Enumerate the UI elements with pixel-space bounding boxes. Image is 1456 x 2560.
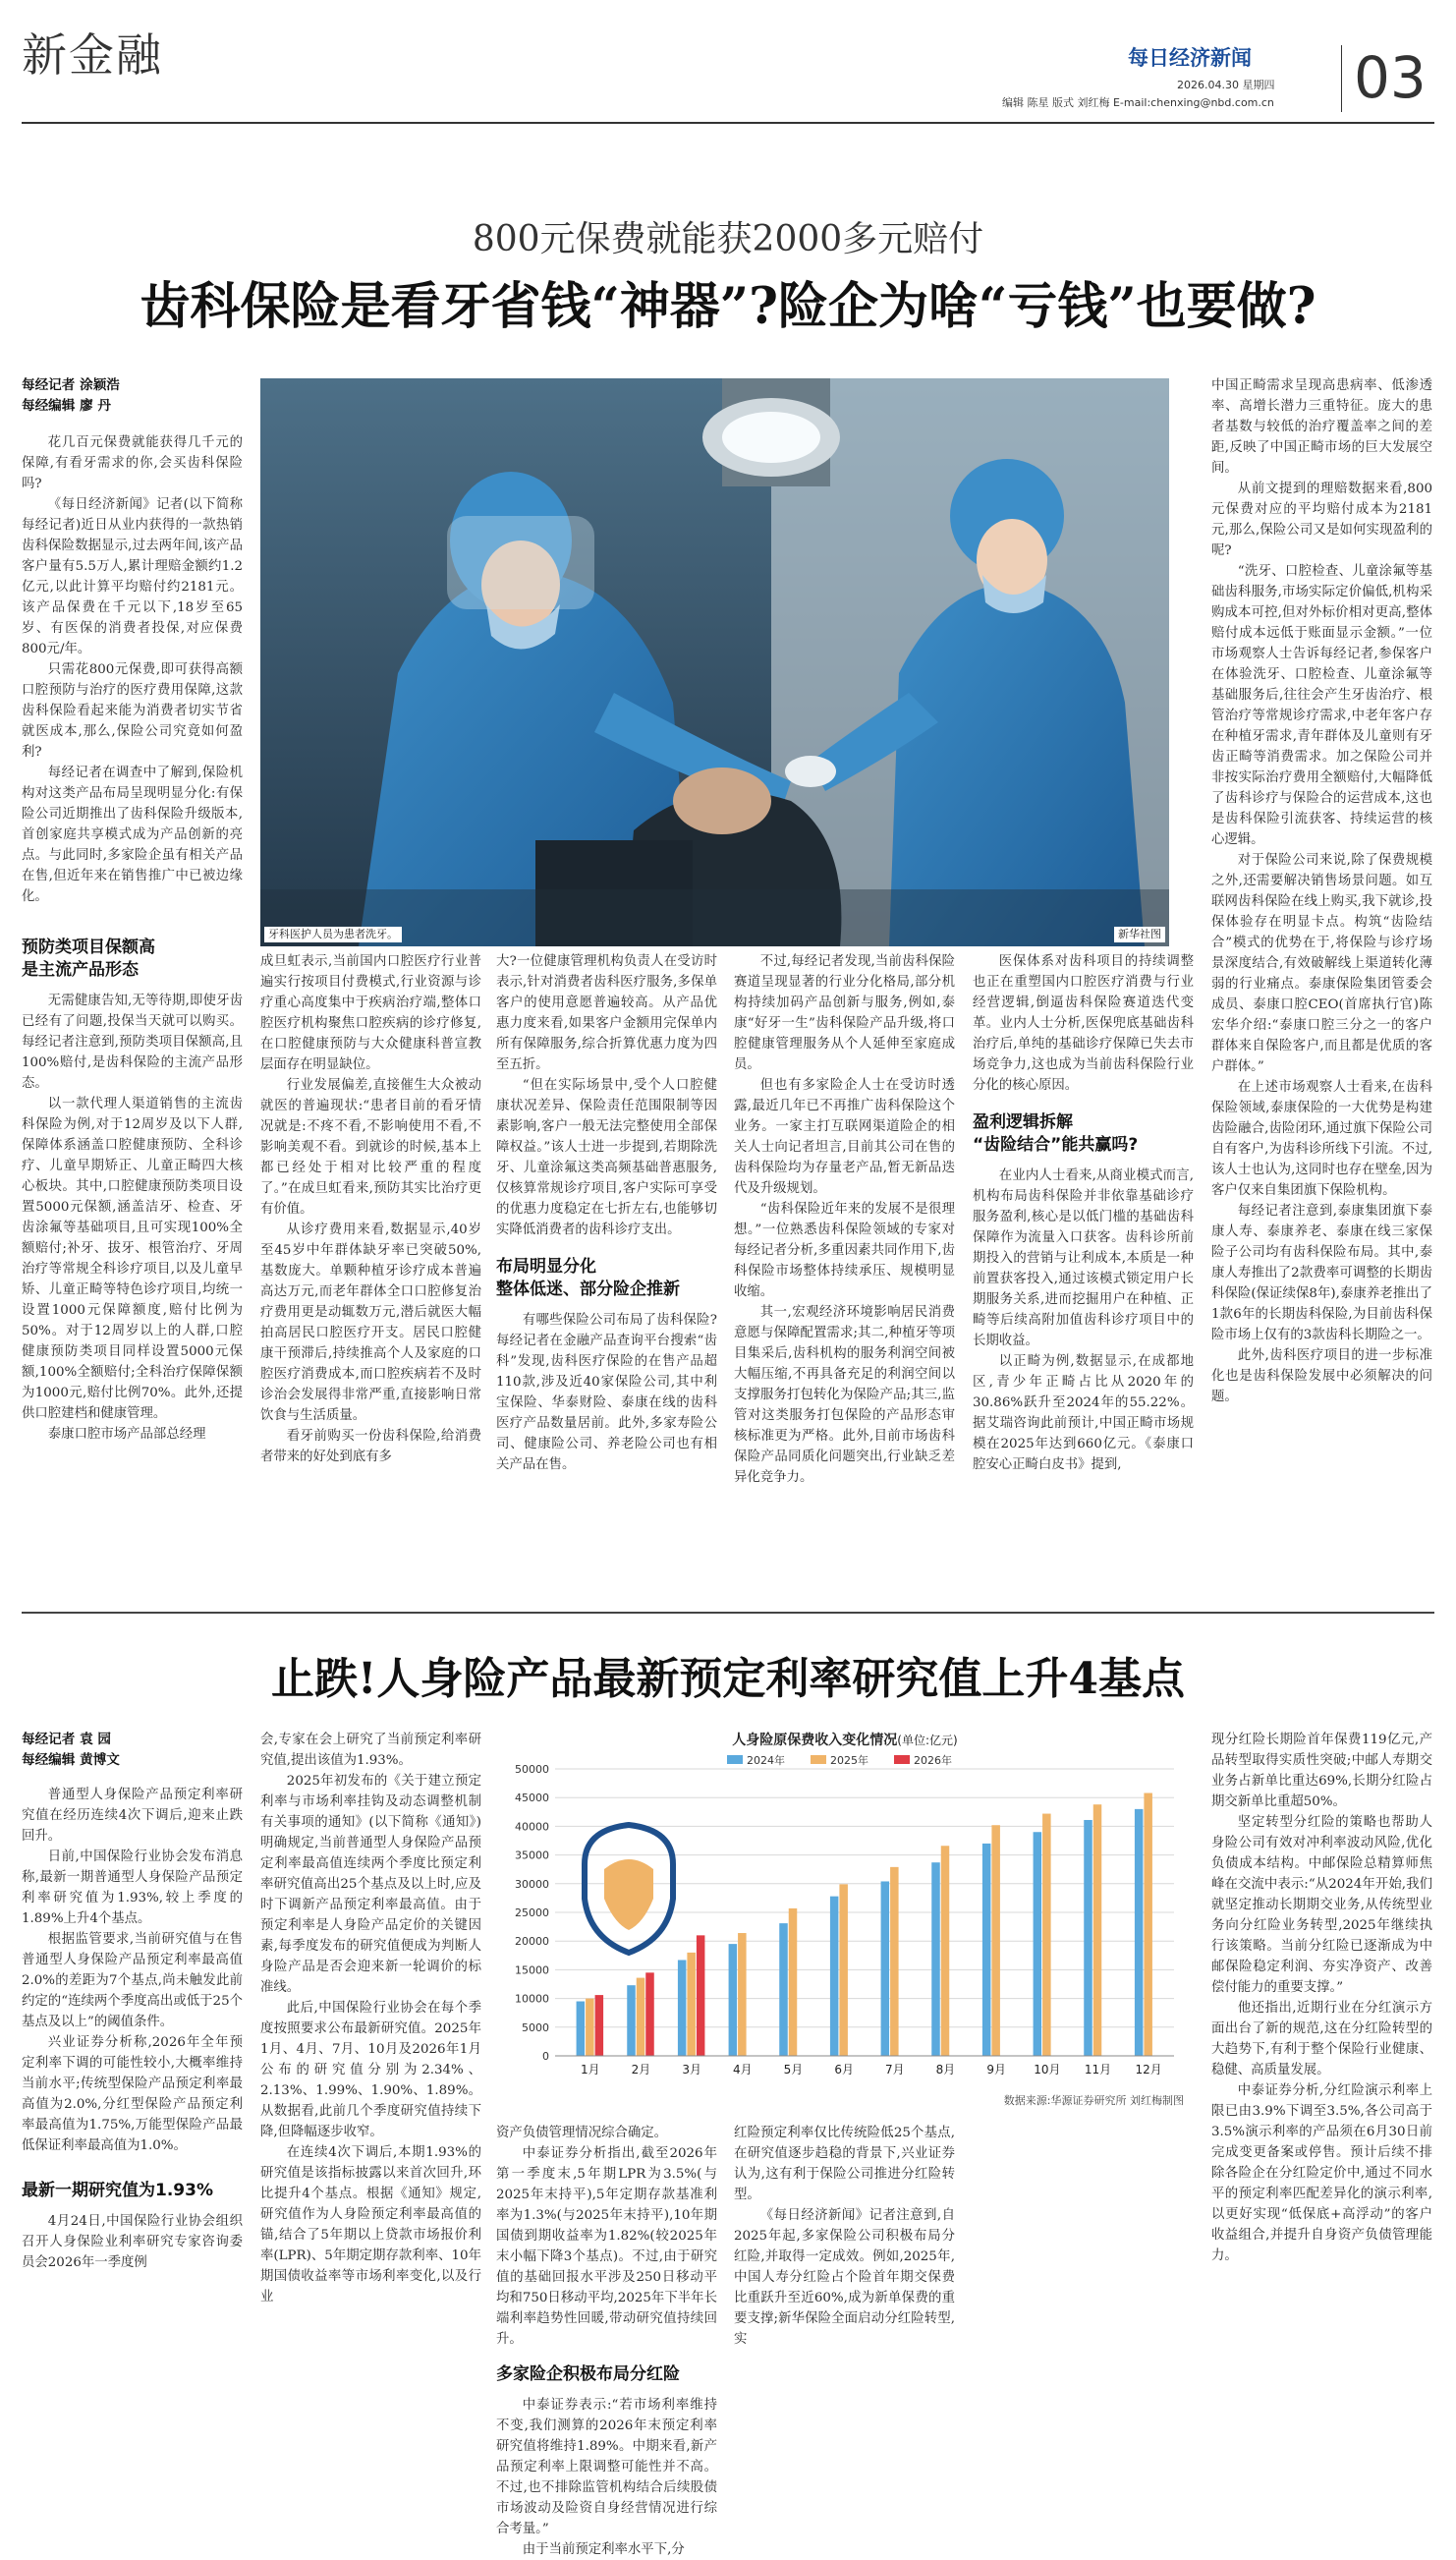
x-tick-label: 7月 [885,2063,905,2076]
paragraph: “洗牙、口腔检查、儿童涂氟等基础齿科服务,市场实际定价偏低,机构采购成本可控,但对外标价相对更高,整体赔付成本远低于账面显示金额。”一位市场观察人士告诉每经记者,参保客户在体验洗牙、口腔检查、儿童涂氟等基础服务后,往往会产生牙齿治疗、根管治疗等常规诊疗需求,中老年客户存在种植牙需求,青年群体及儿童则有牙齿正畸等消费需求。加之保险公司并非按实际治疗费用全额赔付,大幅降低了齿科诊疗与保险合的运营成本,这也是齿科保险引流获客、持续运营的核心逻辑。 [1211,564,1432,847]
paragraph: 中泰证券分析指出,截至2026年第一季度末,5年期LPR为3.5%(与2025年末持平),5年定期存款基准利率为1.3%(与2025年末持平),10年期国债到期收益率为1.82%(较2025年末小幅下降3个基点)。不过,由于研究值的基础回报水平涉及250日移动平均和750日移动平均,2025年下半年长端利率趋势性回暖,带动研究值持续回升。 [496,2146,717,2347]
bar [830,1897,839,2056]
paragraph: 在业内人士看来,从商业模式而言,机构布局齿科保险并非依靠基础诊疗服务盈利,核心是以低门槛的基础齿科保障作为流量入口获客。齿科诊所前期投入的营销与让利成本,本质是一种前置获客投入,通过该模式锁定用户长期服务关系,进而挖掘用户在种植、正畸等后续高附加值齿科诊疗项目中的长期收益。 [973,1168,1194,1348]
paragraph: “齿科保险近年来的发展不是很理想。”一位熟悉齿科保险领域的专家对每经记者分析,多重因素共同作用下,齿科保险市场整体持续承压、规模明显收缩。 [734,1202,955,1299]
paragraph: 会,专家在会上研究了当前预定利率研究值,提出该值为1.93%。 [260,1733,481,1768]
y-tick-label: 45000 [515,1792,549,1805]
legend-swatch [811,1755,826,1764]
bar [738,1933,747,2056]
paragraph: 由于当前预定利率水平下,分 [522,2542,685,2557]
x-tick-label: 10月 [1034,2063,1061,2076]
x-tick-label: 11月 [1084,2063,1112,2076]
paragraph: 中泰证券表示:“若市场利率维持不变,我们测算的2026年末预定利率研究值将维持1.89%。中期来看,新产品预定利率上限调整可能性并不高。不过,也不排除监管机构结合后续股债市场波动及险资自身经营情况进行综合考量。” [496,2398,717,2536]
chart-unit: (单位:亿元) [897,1734,958,1747]
paragraph: 从前文提到的理赔数据来看,800元保费对应的平均赔付成本为2181元,那么,保险公司又是如何实现盈利的呢? [1211,482,1432,558]
y-tick-label: 15000 [515,1963,549,1977]
subheading: 最新一期研究值为1.93% [22,2181,213,2200]
legend-swatch [727,1755,743,1764]
paragraph: 现分红险长期险首年保费119亿元,产品转型取得实质性突破;中邮人寿期交业务占新单比重达69%,长期分红险占期交新单比重超50%。 [1211,1733,1432,1809]
x-tick-label: 4月 [733,2063,753,2076]
bar [991,1825,1000,2056]
paragraph: 但也有多家险企人士在受访时透露,最近几年已不再推广齿科保险这个业务。一家主打互联网渠道险企的相关人士向记者坦言,目前其公司在售的齿科保险均为存量老产品,暂无新品迭代及升级规划。 [734,1078,955,1196]
paragraph: 花几百元保费就能获得几千元的保障,有看牙需求的你,会买齿科保险吗? [22,435,243,491]
paragraph: 成旦虹表示,当前国内口腔医疗行业普遍实行按项目付费模式,行业资源与诊疗重心高度集中于疾病治疗端,整体口腔医疗机构聚焦口腔疾病的诊疗修复,在口腔健康预防与大众健康科普宣教层面存在明显缺位。 [260,954,481,1072]
x-tick-label: 6月 [834,2063,854,2076]
bar [1042,1814,1051,2056]
paragraph: 看牙前购买一份齿科保险,给消费者带来的好处到底有多 [260,1429,481,1464]
y-tick-label: 0 [542,2050,549,2063]
paragraph: 每经记者在调查中了解到,保险机构对这类产品布局呈现明显分化:有保险公司近期推出了齿科保险升级版本,首创家庭共享模式成为产品创新的亮点。与此同时,多家险企虽有相关产品在售,但近年来在销售推广中已被边缘化。 [22,766,243,904]
premium-chart [496,1730,1194,2113]
legend-label: 2026年 [914,1754,952,1767]
paragraph: 2025年初发布的《关于建立预定利率与市场利率挂钩及动态调整机制有关事项的通知》(以下简称《通知》)明确规定,当前普通型人身保险产品预定利率最高值连续两个季度比预定利率研究值高出25个基点及以上时,应及时下调新产品预定利率最高值。由于预定利率是人身险产品定价的关键因素,每季度发布的研究值便成为判断人身险产品是否会迎来新一轮调价的标准线。 [260,1774,481,1995]
article1-headline: 齿科保险是看牙省钱“神器”?险企为啥“亏钱”也要做? [140,277,1316,336]
x-tick-label: 12月 [1135,2063,1162,2076]
chart-title [496,1730,1194,1751]
paragraph: 日前,中国保险行业协会发布消息称,最新一期普通型人身保险产品预定利率研究值为1.93%,较上季度的1.89%上升4个基点。 [22,1849,243,1926]
article1-col4 [734,951,955,1488]
paragraph: 资产负债管理情况综合确定。 [496,2126,668,2140]
bar [982,1844,991,2056]
article1-photo [260,378,1169,946]
bar [627,1985,636,2056]
article2-col1 [22,1730,243,2273]
article1-col2 [260,951,481,1467]
paragraph: 泰康口腔市场产品部总经理 [47,1427,206,1442]
bar [1144,1793,1152,2056]
header-rule [22,122,1434,124]
paragraph: 在连续4次下调后,本期1.93%的研究值是该指标披露以来首次回升,环比提升4个基点。根据《通知》规定,研究值作为人身险预定利率最高值的锚,结合了5年期以上贷款市场报价利率(LPR)、5年期定期存款利率、10年期国债收益率等市场利率变化,以及行业 [260,2145,481,2304]
page-number: 03 [1354,44,1427,111]
header-divider [1341,45,1342,112]
paragraph: 在上述市场观察人士看来,在齿科保险领域,泰康保险的一大优势是构建齿险融合,齿险闭环,通过旗下保险公司自有客户,为齿科诊所线下引流。不过,该人士也认为,这同时也存在壁垒,因为客户仅来自集团旗下保险机构。 [1211,1080,1432,1198]
y-tick-label: 50000 [515,1763,549,1776]
paragraph: 不过,每经记者发现,当前齿科保险赛道呈现显著的行业分化格局,部分机构持续加码产品创新与服务,例如,泰康“好牙一生”齿科保险产品升级,将口腔健康管理服务从个人延伸至家庭成员。 [734,954,955,1072]
x-tick-label: 8月 [935,2063,956,2076]
y-tick-label: 30000 [515,1877,549,1891]
x-tick-label: 5月 [783,2063,804,2076]
subheading: 盈利逻辑拆解 “齿险结合”能共赢吗? [973,1112,1139,1155]
bar [839,1884,848,2056]
section-title: 新金融 [22,28,163,82]
bar [1034,1832,1042,2056]
bar [595,1995,604,2056]
subheading: 多家险企积极布局分红险 [496,2364,680,2384]
bar [586,1999,594,2056]
paragraph: 行业发展偏差,直接催生大众被动就医的普遍现状:“患者目前的看牙情况就是:不疼不看,不影响使用不看,不影响美观不看。到就诊的时候,基本上都已经处于相对比较严重的程度了。”在成旦虹看来,预防其实比治疗更有价值。 [260,1078,481,1217]
article-divider [22,1612,1434,1614]
bar [678,1960,687,2056]
paragraph: 对于保险公司来说,除了保费规模之外,还需要解决销售场景问题。如互联网齿科保险在线上购买,我下就诊,投保体验存在明显卡点。构筑“齿险结合”模式的优势在于,将保险与诊疗场景深度结合,有效破解线上渠道转化薄弱的行业痛点。泰康保险集团管委会成员、泰康口腔CEO(首席执行官)陈宏华介绍:“泰康口腔三分之一的客户群体来自保险客户,而且都是优质的客户群体。” [1211,853,1432,1074]
legend-label: 2025年 [830,1754,868,1767]
legend-label: 2024年 [747,1754,785,1767]
paragraph: 根据监管要求,当前研究值与在售普通型人身保险产品预定利率最高值2.0%的差距为7个基点,尚未触发此前约定的“连续两个季度高出或低于25个基点及以上”的阈值条件。 [22,1932,243,2029]
paragraph: 《每日经济新闻》记者注意到,自2025年起,多家保险公司积极布局分红险,并取得一定成效。例如,2025年,中国人寿分红险占个险首年期交保费比重跃升至近60%,成为新单保费的重要支撑;新华保险全面启动分红险转型,实 [734,2208,955,2347]
article2-col3 [496,2123,717,2560]
article1-kicker: 800元保费就能获2000多元赔付 [472,219,984,259]
paragraph: 中国正畸需求呈现高患病率、低渗透率、高增长潜力三重特征。庞大的患者基数与较低的治疗覆盖率之间的差距,反映了中国正畸市场的巨大发展空间。 [1211,378,1432,476]
bar [890,1867,899,2056]
bar-chart [496,1751,1194,2090]
paragraph: 大?一位健康管理机构负责人在受访时表示,针对消费者齿科医疗服务,多保单客户的使用意愿普遍较高。从产品优惠力度来看,如果客户金额用完保单内所有保障服务,综合折算优惠力度为四至五折。 [496,954,717,1072]
bar [637,1978,645,2056]
bar [577,2002,586,2056]
article2-col4 [734,2123,955,2350]
paragraph: 普通型人身保险产品预定利率研究值在经历连续4次下调后,迎来止跌回升。 [22,1788,243,1844]
x-tick-label: 2月 [631,2063,651,2076]
issue-date: 2026.04.30 星期四 [1177,79,1275,91]
bar [1093,1804,1102,2056]
paragraph: 每经记者注意到,泰康集团旗下泰康人寿、泰康养老、泰康在线三家保险子公司均有齿科保险布局。其中,泰康人寿推出了2款费率可调整的长期齿科保险(保证续保8年),泰康养老推出了1款6年的长期齿科保险,为目前齿科保险市场上仅有的3款齿科长期险之一。 [1211,1204,1432,1342]
paragraph: 4月24日,中国保险行业协会组织召开人身保险业利率研究专家咨询委员会2026年一季度例 [22,2214,243,2270]
paragraph: 红险预定利率仅比传统险低25个基点,在研究值逐步趋稳的背景下,兴业证券认为,这有利于保险公司推进分红险转型。 [734,2126,955,2202]
paragraph: 他还指出,近期行业在分红演示方面出台了新的规范,这在分红险转型的大趋势下,有利于整个保险行业健康、稳健、高质量发展。 [1211,2001,1432,2077]
article2-col5 [1211,1730,1432,2266]
subheading: 预防类项目保额高 是主流产品形态 [22,938,155,980]
paragraph: “但在实际场景中,受个人口腔健康状况差异、保险责任范围限制等因素影响,客户一般无法完整使用全部保障权益。”该人士进一步提到,若期除洗牙、儿童涂氟这类高频基础普惠服务,仅核算常规诊疗项目,客户实际可享受的优惠力度稳定在七折左右,也能够切实降低消费者的齿科诊疗支出。 [496,1078,717,1237]
y-tick-label: 20000 [515,1935,549,1949]
article1-col6 [1211,375,1432,1407]
bar [1084,1820,1092,2056]
x-tick-label: 3月 [682,2063,701,2076]
chart-source: 数据来源:华源证券研究所 刘红梅制图 [1003,2094,1184,2107]
article1-col5 [973,951,1194,1475]
bar [941,1846,950,2056]
paragraph: 《每日经济新闻》记者(以下简称每经记者)近日从业内获得的一款热销齿科保险数据显示,过去两年间,该产品客户量有5.5万人,累计理赔金额约1.2亿元,以此计算平均赔付约2181元。该产品保费在千元以下,18岁至65岁、有医保的消费者投保,对应保费800元/年。 [22,497,243,656]
paragraph: 以一款代理人渠道销售的主流齿科保险为例,对于12周岁及以下人群,保障体系涵盖口腔健康预防、全科诊疗、儿童早期矫正、儿童正畸四大核心板块。其中,口腔健康预防类项目设置5000元保额,涵盖洁牙、检查、牙齿涂氟等基础项目,且可实现100%全额赔付;补牙、拔牙、根管治疗、牙周治疗等常规全科诊疗项目,以及儿童早矫、儿童正畸等特色诊疗项目,均统一设置1000元保障额度,赔付比例为50%。对于12周岁以上的人群,口腔健康预防类项目同样设置5000元保额,100%全额赔付;全科治疗保障保额为1000元,赔付比例70%。此外,还提供口腔建档和健康管理。 [22,1097,243,1421]
y-tick-label: 5000 [522,2020,549,2034]
photo-credit: 新华社图 [1114,927,1165,942]
subheading: 布局明显分化 整体低迷、部分险企推新 [496,1257,680,1299]
bar [729,1944,738,2056]
paragraph: 医保体系对齿科项目的持续调整也正在重塑国内口腔医疗消费与行业经营逻辑,倒逼齿科保险赛道迭代变革。业内人士分析,医保兜底基础齿科治疗后,单纯的基础诊疗保障已失去市场竞争力,这也成为当前齿科保险行业分化的核心原因。 [973,954,1194,1093]
bar [789,1908,798,2056]
paragraph: 只需花800元保费,即可获得高额口腔预防与治疗的医疗费用保障,这款齿科保险看起来能为消费者切实节省就医成本,那么,保险公司究竟如何盈利? [22,662,243,760]
bar [779,1923,788,2056]
paragraph: 此外,齿科医疗项目的进一步标准化也是齿科保险发展中必须解决的问题。 [1211,1348,1432,1404]
editor-info: 编辑 陈星 版式 刘红梅 E-mail:chenxing@nbd.com.cn [1002,96,1274,109]
y-tick-label: 35000 [515,1849,549,1862]
paper-name: 每日经济新闻 [1128,46,1252,70]
bar [645,1972,654,2056]
article1-col1 [22,375,243,1445]
byline-reporter: 每经记者 涂颖浩 [22,377,120,393]
bar [1135,1809,1144,2056]
photo-caption: 牙科医护人员为患者洗牙。 [264,927,402,942]
x-tick-label: 1月 [581,2063,600,2076]
paragraph: 其一,宏观经济环境影响居民消费意愿与保障配置需求;其二,种植牙等项目集采后,齿科机构的服务利润空间被大幅压缩,不再具备充足的利润空间以支撑服务打包转化为保险产品;其三,监管对这类服务打包保险的产品形态审核标准更为严格。此外,目前市场齿科保险产品同质化问题突出,行业缺乏差异化竞争力。 [734,1305,955,1485]
article1-col3 [496,951,717,1475]
bar [881,1881,890,2056]
y-tick-label: 40000 [515,1820,549,1834]
byline-editor: 每经编辑 廖 丹 [22,398,112,414]
chart-title-text: 人身险原保费收入变化情况 [732,1733,898,1748]
x-tick-label: 9月 [986,2063,1006,2076]
paragraph: 有哪些保险公司布局了齿科保险?每经记者在金融产品查询平台搜索“齿科”发现,齿科医疗保险的在售产品超110款,涉及近40家保险公司,其中利宝保险、华泰财险、泰康在线的齿科医疗产品数量居前。此外,多家寿险公司、健康险公司、养老险公司也有相关产品在售。 [496,1313,717,1472]
bar [931,1862,940,2056]
bar [697,1935,705,2056]
paragraph: 从诊疗费用来看,数据显示,40岁至45岁中年群体缺牙率已突破50%,基数庞大。单颗种植牙诊疗成本普遍高达万元,而老年群体全口口腔修复治疗费用更是动辄数万元,潜后就医大幅拍高居民口腔医疗开支。居民口腔健康干预滞后,持续推高个人及家庭的口腔医疗消费成本,而口腔疾病若不及时诊治会发展得非常严重,直接影响日常饮食与生活质量。 [260,1223,481,1423]
paragraph: 此后,中国保险行业协会在每个季度按照要求公布最新研究值。2025年1月、4月、7月、10月及2026年1月公布的研究值分别为2.34%、2.13%、1.99%、1.90%、1.89%。从数据看,此前几个季度研究值持续下降,但降幅逐步收窄。 [260,2001,481,2139]
y-tick-label: 25000 [515,1906,549,1919]
paragraph: 坚定转型分红险的策略也帮助人身险公司有效对冲利率波动风险,优化负债成本结构。中邮保险总精算师焦峰在交流中表示:“从2024年开始,我们就坚定推动长期期交业务,从传统型业务向分红险业务转型,2025年继续执行该策略。当前分红险已逐渐成为中邮保险稳定利润、夯实净资产、改善偿付能力的重要支撑。” [1211,1815,1432,1995]
legend-swatch [894,1755,910,1764]
article2-col2 [260,1730,481,2307]
bar [687,1953,696,2056]
byline-reporter: 每经记者 袁 园 [22,1732,112,1747]
paragraph: 无需健康告知,无等待期,即使牙齿已经有了问题,投保当天就可以购买。每经记者注意到,预防类项目保额高,且100%赔付,是齿科保险的主流产品形态。 [22,994,243,1091]
insurance-shield-icon [585,1825,673,1953]
byline-editor: 每经编辑 黄博文 [22,1752,120,1768]
paragraph: 兴业证券分析称,2026年全年预定利率下调的可能性较小,大概率维持当前水平;传统型保险产品预定利率最高值为2.0%,分红型保险产品预定利率最高值为1.75%,万能型保险产品最低保证利率最高值为1.0%。 [22,2035,243,2153]
paragraph: 中泰证券分析,分红险演示利率上限已由3.9%下调至3.5%,各公司高于3.5%演示利率的产品须在6月30日前完成变更备案或停售。预计后续不排除各险企在分红险定价中,通过不同水平的预定利率匹配差异化的演示利率,以更好实现“低保底+高浮动”的客户收益组合,并提升自身资产负债管理能力。 [1211,2083,1432,2263]
paragraph: 以正畸为例,数据显示,在成都地区,青少年正畸占比从2020年的30.86%跃升至2024年的55.22%。据艾瑞咨询此前预计,中国正畸市场规模在2025年达到660亿元。《泰康口腔安心正畸白皮书》提到, [973,1354,1194,1472]
y-tick-label: 10000 [515,1992,549,2006]
dental-scene-illustration [260,378,1169,946]
article2-headline: 止跌!人身险产品最新预定利率研究值上升4基点 [271,1654,1185,1704]
